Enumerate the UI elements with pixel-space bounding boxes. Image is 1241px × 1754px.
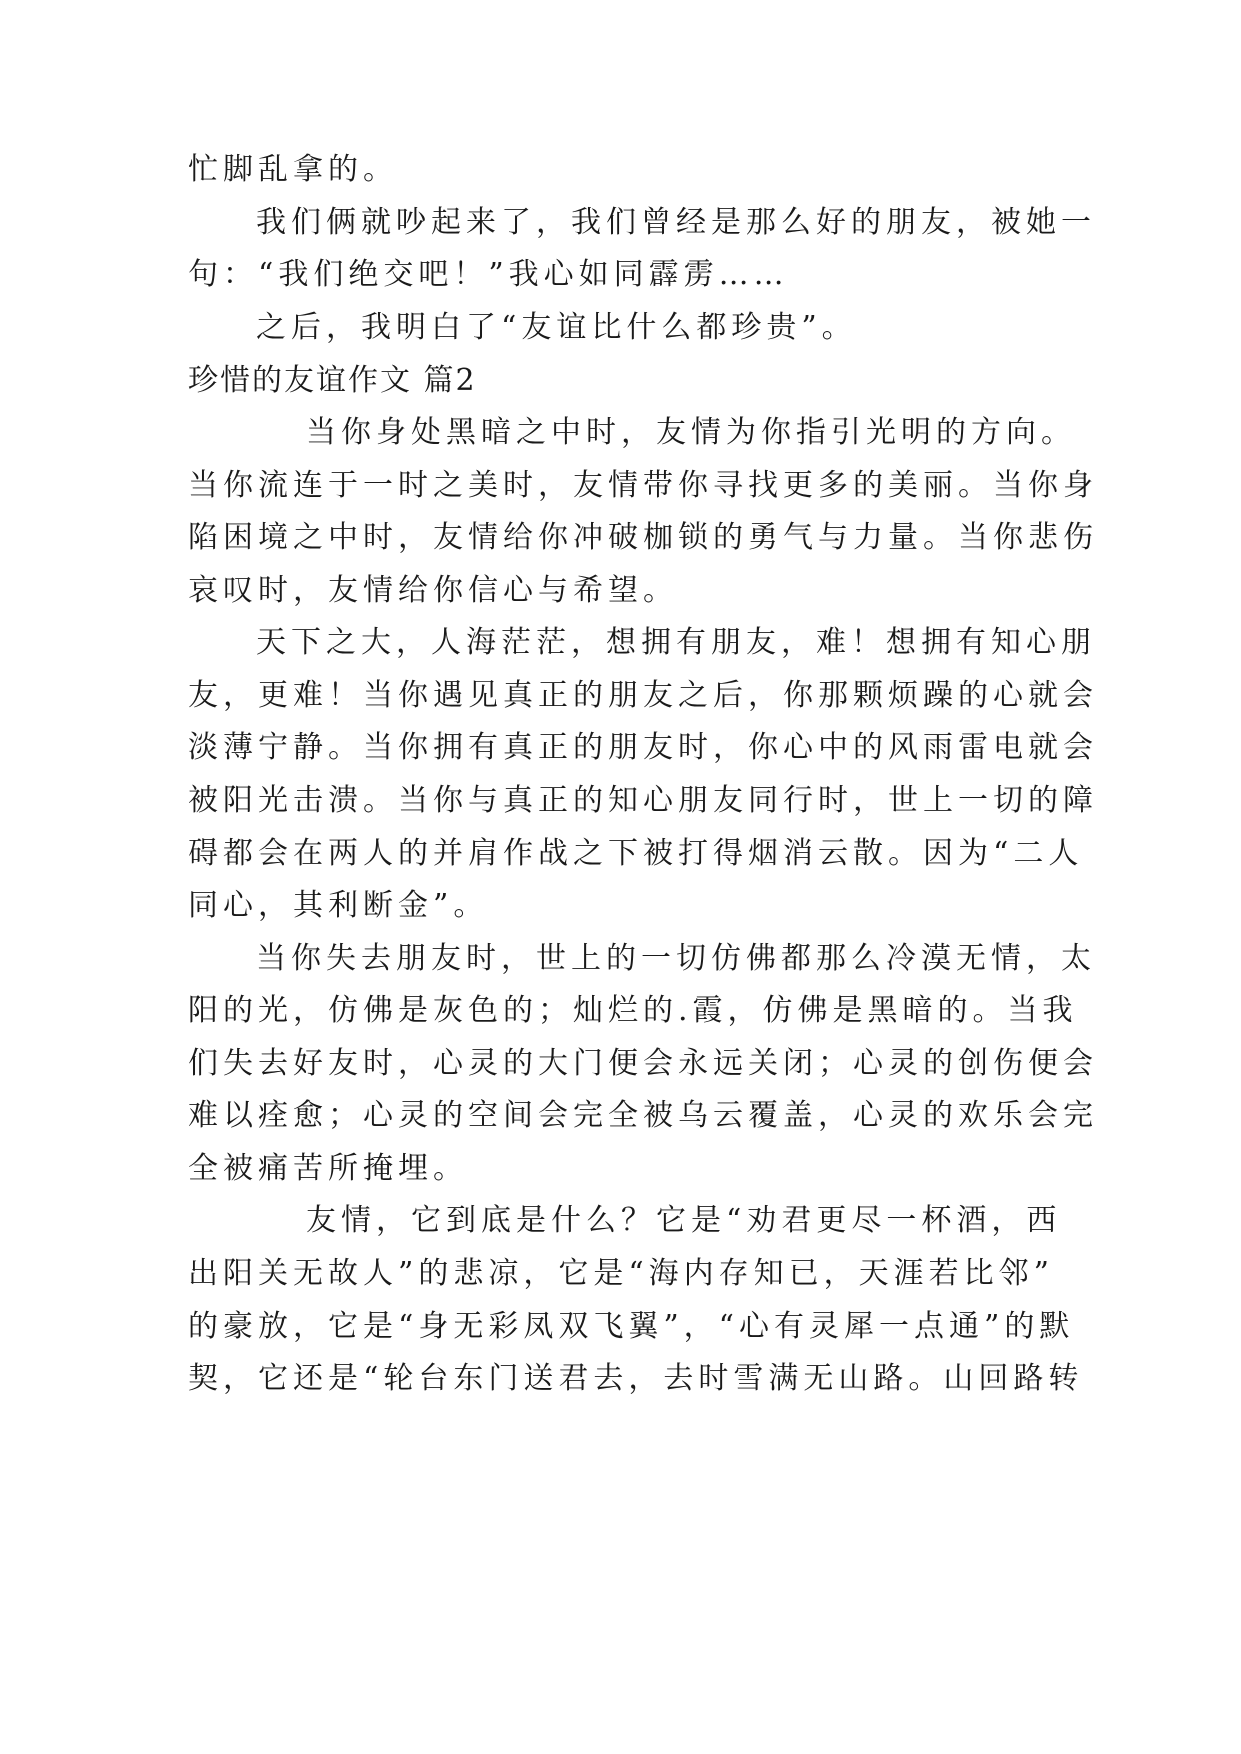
text-line: 我们俩就吵起来了，我们曾经是那么好的朋友，被她一 — [256, 205, 1096, 240]
text-line: 天下之大，人海茫茫，想拥有朋友，难！想拥有知心朋 — [256, 625, 1096, 660]
text-line: 哀叹时，友情给你信心与希望。 — [188, 573, 678, 608]
text-line: 当你身处黑暗之中时，友情为你指引光明的方向。 — [306, 415, 1076, 450]
text-line: 全被痛苦所掩埋。 — [188, 1151, 468, 1186]
text-line: 句：“我们绝交吧！”我心如同霹雳…… — [188, 257, 789, 292]
text-line: 淡薄宁静。当你拥有真正的朋友时，你心中的风雨雷电就会 — [188, 730, 1098, 765]
text-line: 友，更难！当你遇见真正的朋友之后，你那颗烦躁的心就会 — [188, 678, 1098, 713]
text-line: 陷困境之中时，友情给你冲破枷锁的勇气与力量。当你悲伤 — [188, 520, 1098, 555]
text-line: 当你失去朋友时，世上的一切仿佛都那么冷漠无情，太 — [256, 941, 1096, 976]
text-line: 被阳光击溃。当你与真正的知心朋友同行时，世上一切的障 — [188, 783, 1098, 818]
text-line: 的豪放，它是“身无彩凤双飞翼”，“心有灵犀一点通”的默 — [188, 1309, 1075, 1344]
text-line: 阳的光，仿佛是灰色的；灿烂的.霞，仿佛是黑暗的。当我 — [188, 993, 1078, 1028]
text-line: 难以痊愈；心灵的空间会完全被乌云覆盖，心灵的欢乐会完 — [188, 1098, 1098, 1133]
text-line: 们失去好友时，心灵的大门便会永远关闭；心灵的创伤便会 — [188, 1046, 1098, 1081]
text-line: 契，它还是“轮台东门送君去，去时雪满无山路。山回路转 — [188, 1361, 1084, 1396]
text-line: 忙脚乱拿的。 — [188, 152, 398, 187]
text-line: 碍都会在两人的并肩作战之下被打得烟消云散。因为“二人 — [188, 836, 1084, 871]
text-line: 当你流连于一时之美时，友情带你寻找更多的美丽。当你身 — [188, 468, 1098, 503]
text-line: 之后，我明白了“友谊比什么都珍贵”。 — [256, 310, 857, 345]
section-heading: 珍惜的友谊作文 篇2 — [188, 363, 477, 398]
text-line: 友情，它到底是什么？它是“劝君更尽一杯酒，西 — [306, 1203, 1062, 1238]
text-line: 同心，其利断金”。 — [188, 888, 489, 923]
text-line: 出阳关无故人”的悲凉，它是“海内存知已，天涯若比邻” — [188, 1256, 1055, 1291]
